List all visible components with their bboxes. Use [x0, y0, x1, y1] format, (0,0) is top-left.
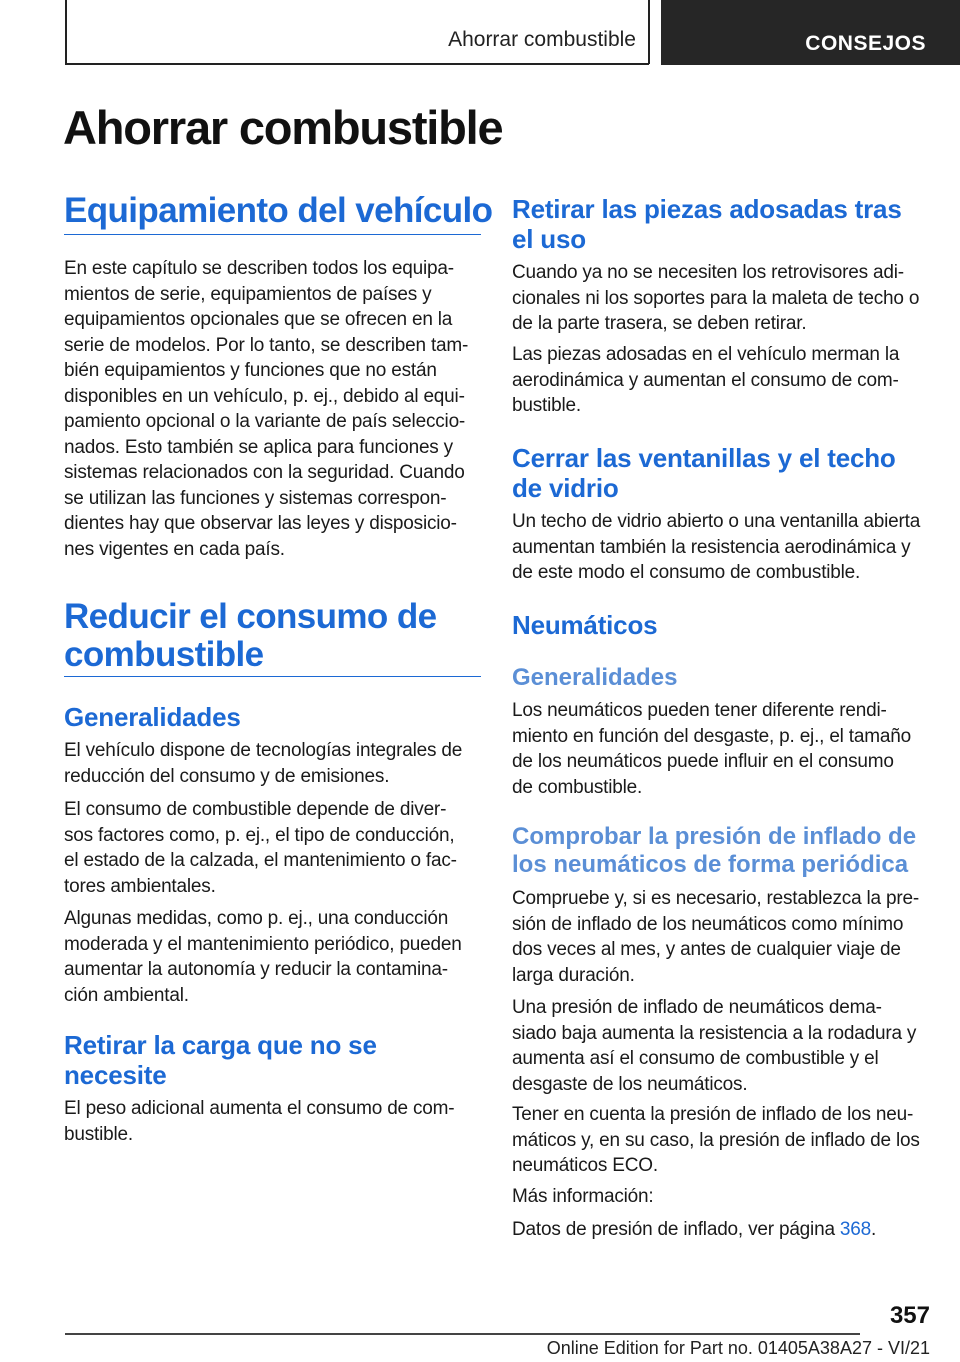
header-divider-mid: [648, 0, 650, 64]
cross-reference: [512, 1217, 876, 1243]
header-chapter-label: CONSEJOS: [805, 32, 926, 55]
footer-rule: [65, 1333, 860, 1335]
paragraph-equipamiento: En este capítulo se describen todos los equipa- mientos de serie, equipamientos de países y equipamientos opcionales que se ofrecen en la serie de modelos. Por lo tanto, se describen tam- bién equipamientos y funciones que no están disponibles en un vehículo, p. ej., debido al equi- pamiento opcional o la variante de país seleccio- nados. Esto también se aplica para funciones y sistemas relacionados con la seguridad. Cuando se utilizan las funciones y sistemas correspon- dientes hay que observar las leyes y disposicio- nes vigentes en cada país.: [64, 258, 469, 560]
heading-presion-inflado: Comprobar la presión de inflado de los neumáticos de forma periódica: [512, 823, 917, 878]
paragraph-mas-informacion: Más información:: [512, 1186, 654, 1207]
heading-rule-equipamiento: [64, 234, 481, 235]
heading-neumaticos: Neumáticos: [512, 610, 658, 640]
footer-edition-text: Online Edition for Part no. 01405A38A27 - VI/21: [546, 1338, 930, 1358]
paragraph-neumaticos-generalidades: Los neumáticos pueden tener diferente rendi- miento en función del desgaste, p. ej., el tamaño de los neumáticos puede influir en el consumo de combustible.: [512, 700, 911, 798]
heading-ventanillas: Cerrar las ventanillas y el techo de vidrio: [512, 443, 896, 503]
heading-piezas-adosadas: Retirar las piezas adosadas tras el uso: [512, 194, 902, 254]
paragraph-generalidades-2: El consumo de combustible depende de diver- sos factores como, p. ej., el tipo de conducción, el estado de la calzada, el mantenimiento o fac- tores ambientales.: [64, 799, 457, 897]
header-underline: [65, 63, 649, 65]
footer-edition: [65, 1338, 930, 1359]
heading-reducir-consumo: Reducir el consumo de combustible: [64, 597, 437, 674]
page-number: 357: [889, 1302, 930, 1329]
cross-reference-end: .: [871, 1219, 877, 1240]
paragraph-ventanillas: Un techo de vidrio abierto o una ventanilla abierta aumentan también la resistencia aerodinámica y de este modo el consumo de combustible.: [512, 511, 921, 583]
header-chapter-tab: [661, 0, 960, 65]
heading-neumaticos-generalidades: Generalidades: [512, 664, 678, 691]
paragraph-presion-3: Tener en cuenta la presión de inflado de los neu- máticos y, en su caso, la presión de inflado de los neumáticos ECO.: [512, 1104, 920, 1176]
paragraph-generalidades-3: Algunas medidas, como p. ej., una conducción moderada y el mantenimiento periódico, pueden aumentar la autonomía y reducir la contamina- ción ambiental.: [64, 908, 462, 1006]
page-link-368[interactable]: 368: [839, 1219, 871, 1240]
heading-equipamiento: Equipamiento del vehículo: [64, 191, 493, 230]
paragraph-presion-1: Compruebe y, si es necesario, restablezca la pre- sión de inflado de los neumáticos como mínimo dos veces al mes, y antes de cualquier viaje de larga duración.: [512, 888, 919, 986]
header-section-title: Ahorrar combustible: [448, 28, 636, 51]
paragraph-piezas-adosadas-2: Las piezas adosadas en el vehículo merman la aerodinámica y aumentan el consumo de com- bustible.: [512, 344, 900, 416]
paragraph-retirar-carga: El peso adicional aumenta el consumo de com- bustible.: [64, 1098, 455, 1145]
heading-rule-reducir-consumo: [64, 676, 481, 677]
cross-reference-text: Datos de presión de inflado, ver página: [512, 1219, 840, 1240]
paragraph-piezas-adosadas-1: Cuando ya no se necesiten los retrovisores adi- cionales ni los soportes para la maleta de techo o de la parte trasera, se deben retirar.: [512, 262, 920, 334]
paragraph-generalidades-1: El vehículo dispone de tecnologías integrales de reducción del consumo y de emisiones.: [64, 740, 463, 787]
page-title: Ahorrar combustible: [63, 101, 503, 154]
heading-retirar-carga: Retirar la carga que no se necesite: [64, 1030, 377, 1090]
paragraph-presion-2: Una presión de inflado de neumáticos dema- siado baja aumenta la resistencia a la rodadura y aumenta así el consumo de combustible y el desgaste de los neumáticos.: [512, 997, 917, 1095]
heading-generalidades: Generalidades: [64, 702, 241, 732]
